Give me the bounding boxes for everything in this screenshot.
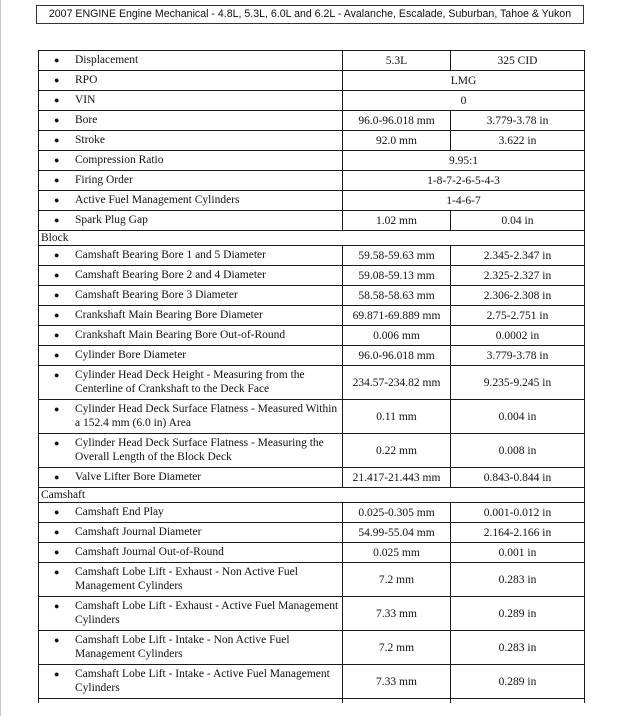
spec-row xyxy=(39,111,585,131)
spec-row xyxy=(39,326,585,346)
spec-metric-value: 96.0-96.018 mm xyxy=(343,111,451,131)
spec-label: Cylinder Bore Diameter xyxy=(75,348,187,361)
bullet-icon: ● xyxy=(54,601,60,611)
spec-metric-value: 92.0 mm xyxy=(343,131,451,151)
spec-metric-value: 0.025-0.305 mm xyxy=(343,503,451,523)
spec-english-value: 0.004 in xyxy=(451,400,585,434)
spec-label: Compression Ratio xyxy=(75,153,164,166)
bullet-icon: ● xyxy=(54,546,60,557)
bullet-icon: ● xyxy=(54,114,60,125)
spec-row xyxy=(39,366,585,400)
spec-name-cell xyxy=(39,366,343,400)
spec-metric-value: 7.2 mm xyxy=(343,563,451,597)
bullet-icon: ● xyxy=(54,134,60,145)
spec-english-value: 0.001-0.012 in xyxy=(451,503,585,523)
spec-metric-value: 59.58-59.63 mm xyxy=(343,246,451,266)
spec-row xyxy=(39,286,585,306)
spec-row xyxy=(39,543,585,563)
spec-name-cell xyxy=(39,597,343,631)
spec-name-cell xyxy=(39,346,343,366)
continuation-row xyxy=(39,699,585,703)
continuation-cell xyxy=(343,699,451,703)
spec-name-cell xyxy=(39,286,343,306)
spec-name-cell xyxy=(39,266,343,286)
bullet-icon: ● xyxy=(54,194,60,205)
spec-name-cell xyxy=(39,246,343,266)
spec-english-value: 2.164-2.166 in xyxy=(451,523,585,543)
spec-label: Camshaft Bearing Bore 3 Diameter xyxy=(75,288,238,301)
spec-row xyxy=(39,468,585,488)
spec-value: 9.95:1 xyxy=(343,151,585,171)
spec-row xyxy=(39,523,585,543)
bullet-icon: ● xyxy=(54,506,60,517)
spec-label: Active Fuel Management Cylinders xyxy=(75,193,240,206)
spec-metric-value: 234.57-234.82 mm xyxy=(343,366,451,400)
spec-metric-value: 7.33 mm xyxy=(343,597,451,631)
spec-label: Firing Order xyxy=(75,173,133,186)
spec-row xyxy=(39,71,585,91)
spec-label: Displacement xyxy=(75,53,139,66)
spec-value: 0 xyxy=(343,91,585,111)
spec-row xyxy=(39,563,585,597)
spec-name-cell xyxy=(39,171,343,191)
spec-name-cell xyxy=(39,51,343,71)
bullet-icon: ● xyxy=(54,94,60,105)
spec-name-cell xyxy=(39,665,343,699)
spec-name-cell xyxy=(39,563,343,597)
spec-label: RPO xyxy=(75,73,98,86)
spec-label: Spark Plug Gap xyxy=(75,213,148,226)
spec-metric-value: 0.22 mm xyxy=(343,434,451,468)
spec-row xyxy=(39,597,585,631)
bullet-icon: ● xyxy=(54,154,60,165)
spec-metric-value: 96.0-96.018 mm xyxy=(343,346,451,366)
spec-metric-value: 58.58-58.63 mm xyxy=(343,286,451,306)
spec-row xyxy=(39,51,585,71)
spec-row xyxy=(39,503,585,523)
spec-row xyxy=(39,151,585,171)
spec-name-cell xyxy=(39,211,343,231)
spec-name-cell xyxy=(39,434,343,468)
spec-label: Cylinder Head Deck Surface Flatness - Measured Within a 152.4 mm (6.0 in) Area xyxy=(75,403,338,429)
spec-name-cell xyxy=(39,503,343,523)
spec-row xyxy=(39,246,585,266)
spec-label: VIN xyxy=(75,93,96,106)
spec-english-value: 325 CID xyxy=(451,51,585,71)
section-row xyxy=(39,488,585,503)
spec-english-value: 2.306-2.308 in xyxy=(451,286,585,306)
bullet-icon: ● xyxy=(54,404,60,414)
spec-value: 1-8-7-2-6-5-4-3 xyxy=(343,171,585,191)
bullet-icon: ● xyxy=(54,635,60,645)
spec-row xyxy=(39,171,585,191)
spec-row xyxy=(39,211,585,231)
bullet-icon: ● xyxy=(54,526,60,537)
spec-metric-value: 0.006 mm xyxy=(343,326,451,346)
spec-row xyxy=(39,665,585,699)
spec-label: Camshaft Lobe Lift - Exhaust - Non Active Fuel Management Cylinders xyxy=(75,566,298,592)
spec-row xyxy=(39,631,585,665)
spec-english-value: 3.622 in xyxy=(451,131,585,151)
spec-label: Camshaft Bearing Bore 2 and 4 Diameter xyxy=(75,268,266,281)
spec-name-cell xyxy=(39,400,343,434)
spec-english-value: 2.75-2.751 in xyxy=(451,306,585,326)
bullet-icon: ● xyxy=(54,349,60,360)
spec-row xyxy=(39,434,585,468)
spec-english-value: 0.843-0.844 in xyxy=(451,468,585,488)
spec-english-value: 2.325-2.327 in xyxy=(451,266,585,286)
spec-name-cell xyxy=(39,91,343,111)
spec-name-cell xyxy=(39,151,343,171)
spec-english-value: 3.779-3.78 in xyxy=(451,111,585,131)
spec-metric-value: 5.3L xyxy=(343,51,451,71)
spec-label: Bore xyxy=(75,113,98,126)
continuation-cell xyxy=(39,699,343,703)
bullet-icon: ● xyxy=(54,329,60,340)
bullet-icon: ● xyxy=(54,438,60,448)
section-row xyxy=(39,231,585,246)
spec-english-value: 0.04 in xyxy=(451,211,585,231)
bullet-icon: ● xyxy=(54,174,60,185)
bullet-icon: ● xyxy=(54,74,60,85)
spec-label: Camshaft Lobe Lift - Intake - Non Active Fuel Management Cylinders xyxy=(75,634,290,660)
page-left-edge xyxy=(0,0,1,716)
bullet-icon: ● xyxy=(54,471,60,482)
spec-row xyxy=(39,91,585,111)
bullet-icon: ● xyxy=(54,214,60,225)
spec-label: Camshaft Journal Diameter xyxy=(75,525,202,538)
spec-name-cell xyxy=(39,468,343,488)
bullet-icon: ● xyxy=(54,309,60,320)
spec-label: Camshaft Journal Out-of-Round xyxy=(75,545,224,558)
spec-name-cell xyxy=(39,326,343,346)
spec-metric-value: 7.2 mm xyxy=(343,631,451,665)
spec-english-value: 0.001 in xyxy=(451,543,585,563)
spec-english-value: 0.289 in xyxy=(451,665,585,699)
spec-row xyxy=(39,131,585,151)
section-heading: Camshaft xyxy=(39,488,585,503)
section-heading: Block xyxy=(39,231,585,246)
spec-label: Valve Lifter Bore Diameter xyxy=(75,470,202,483)
spec-row xyxy=(39,306,585,326)
spec-name-cell xyxy=(39,306,343,326)
spec-english-value: 9.235-9.245 in xyxy=(451,366,585,400)
spec-label: Camshaft Bearing Bore 1 and 5 Diameter xyxy=(75,248,266,261)
spec-metric-value: 69.871-69.889 mm xyxy=(343,306,451,326)
spec-name-cell xyxy=(39,71,343,91)
spec-name-cell xyxy=(39,543,343,563)
bullet-icon: ● xyxy=(54,669,60,679)
spec-label: Camshaft End Play xyxy=(75,505,164,518)
spec-label: Crankshaft Main Bearing Bore Diameter xyxy=(75,308,263,321)
spec-label: Cylinder Head Deck Height - Measuring from the Centerline of Crankshaft to the Deck Face xyxy=(75,369,305,395)
spec-name-cell xyxy=(39,191,343,211)
spec-label: Cylinder Head Deck Surface Flatness - Measuring the Overall Length of the Block Deck xyxy=(75,437,324,463)
spec-name-cell xyxy=(39,131,343,151)
spec-metric-value: 1.02 mm xyxy=(343,211,451,231)
bullet-icon: ● xyxy=(54,370,60,380)
spec-metric-value: 0.025 mm xyxy=(343,543,451,563)
spec-value: LMG xyxy=(343,71,585,91)
spec-english-value: 0.008 in xyxy=(451,434,585,468)
spec-english-value: 0.283 in xyxy=(451,631,585,665)
spec-value: 1-4-6-7 xyxy=(343,191,585,211)
spec-metric-value: 21.417-21.443 mm xyxy=(343,468,451,488)
spec-metric-value: 54.99-55.04 mm xyxy=(343,523,451,543)
spec-metric-value: 0.11 mm xyxy=(343,400,451,434)
spec-row xyxy=(39,346,585,366)
bullet-icon: ● xyxy=(54,269,60,280)
spec-label: Camshaft Lobe Lift - Exhaust - Active Fuel Management Cylinders xyxy=(75,600,339,626)
spec-metric-value: 59.08-59.13 mm xyxy=(343,266,451,286)
spec-english-value: 0.0002 in xyxy=(451,326,585,346)
bullet-icon: ● xyxy=(54,289,60,300)
spec-english-value: 2.345-2.347 in xyxy=(451,246,585,266)
spec-label: Camshaft Lobe Lift - Intake - Active Fuel Management Cylinders xyxy=(75,668,330,694)
continuation-cell xyxy=(451,699,585,703)
bullet-icon: ● xyxy=(54,249,60,260)
spec-row xyxy=(39,191,585,211)
spec-english-value: 0.289 in xyxy=(451,597,585,631)
spec-name-cell xyxy=(39,523,343,543)
spec-name-cell xyxy=(39,111,343,131)
spec-metric-value: 7.33 mm xyxy=(343,665,451,699)
spec-row xyxy=(39,266,585,286)
bullet-icon: ● xyxy=(54,567,60,577)
spec-english-value: 3.779-3.78 in xyxy=(451,346,585,366)
spec-label: Crankshaft Main Bearing Bore Out-of-Round xyxy=(75,328,286,341)
specifications-table xyxy=(38,50,585,703)
spec-english-value: 0.283 in xyxy=(451,563,585,597)
spec-label: Stroke xyxy=(75,133,106,146)
spec-row xyxy=(39,400,585,434)
bullet-icon: ● xyxy=(54,54,60,65)
spec-name-cell xyxy=(39,631,343,665)
page-header-title: 2007 ENGINE Engine Mechanical - 4.8L, 5.3L, 6.0L and 6.2L - Avalanche, Escalade, Suburban, Tahoe & Yukon xyxy=(36,5,584,24)
